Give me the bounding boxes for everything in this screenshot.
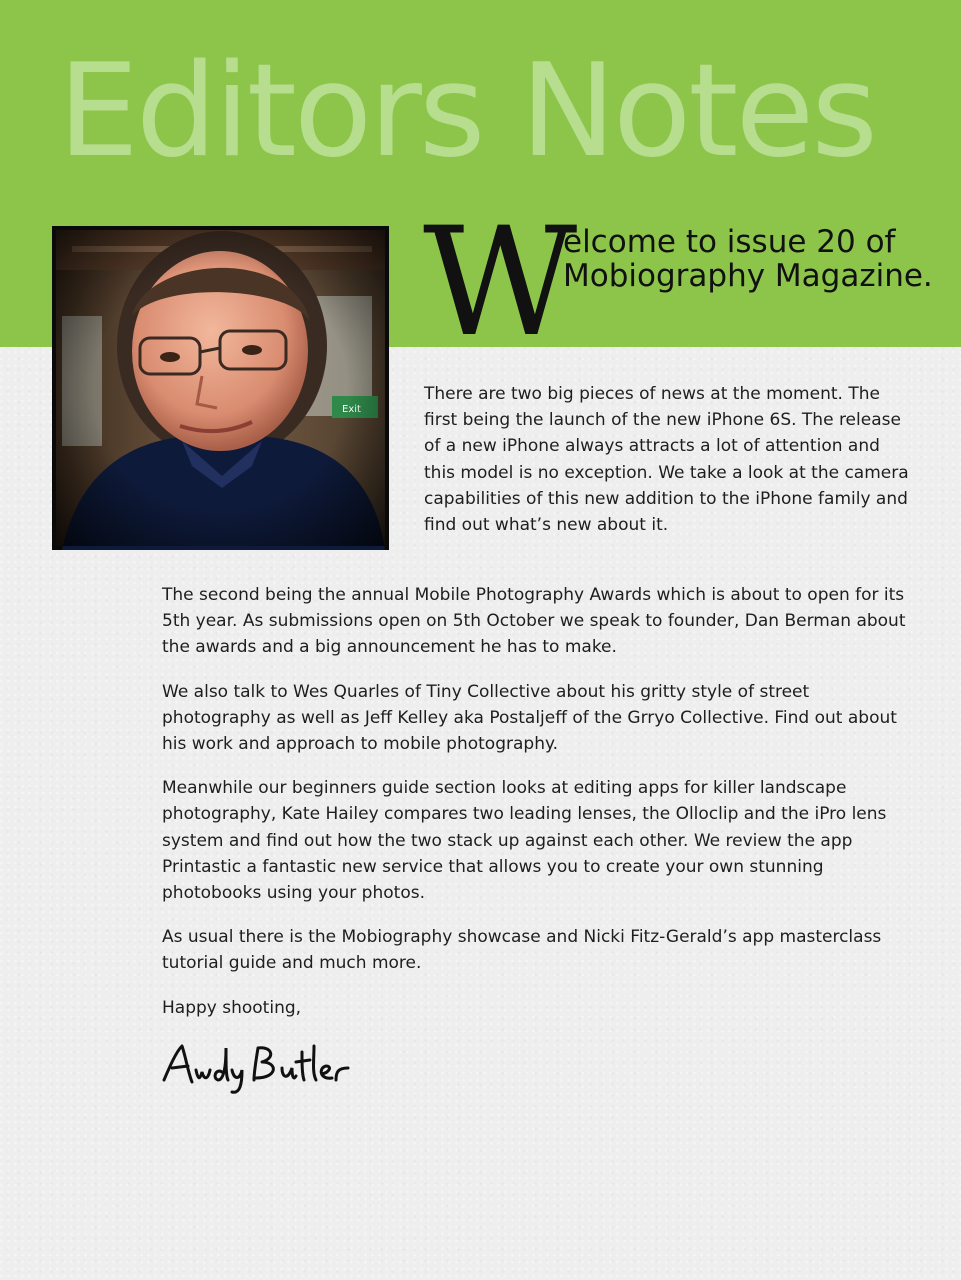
signature-icon <box>158 1036 358 1106</box>
sign-off: Happy shooting, <box>162 997 302 1018</box>
intro-heading: elcome to issue 20 of Mobiography Magazine. <box>563 224 933 294</box>
body-paragraph-1: There are two big pieces of news at the moment. The first being the launch of the new iPhone 6S. The release of a new iPhone always attracts a lot of attention and this model is no exception. We take a look at the camera capabilities of this new addition to the iPhone family and find out what’s new about it. <box>424 384 909 536</box>
drop-cap: W <box>423 196 578 370</box>
signature <box>158 1036 358 1106</box>
body-paragraph-2: The second being the annual Mobile Photography Awards which is about to open for its 5th year. As submissions open on 5th October we speak to founder, Dan Berman about the awards and a big announcement he has to make. <box>162 585 906 658</box>
masthead-title: Editors Notes <box>58 37 875 186</box>
body-paragraph-5: As usual there is the Mobiography showcase and Nicki Fitz-Gerald’s app masterclass tutorial guide and much more. <box>162 927 882 974</box>
body-column <box>162 582 922 1039</box>
body-paragraph-4: Meanwhile our beginners guide section looks at editing apps for killer landscape photography, Kate Hailey compares two leading lenses, the Olloclip and the iPro lens system and find out how the two stack up against each other. We review the app Printastic a fantastic new service that allows you to create your own stunning photobooks using your photos. <box>162 778 887 904</box>
editor-portrait-icon <box>52 226 389 550</box>
editor-photo <box>52 226 389 550</box>
body-paragraph-3: We also talk to Wes Quarles of Tiny Collective about his gritty style of street photography as well as Jeff Kelley aka Postaljeff of the Grryo Collective. Find out about his work and approach to mobile photography. <box>162 681 897 755</box>
